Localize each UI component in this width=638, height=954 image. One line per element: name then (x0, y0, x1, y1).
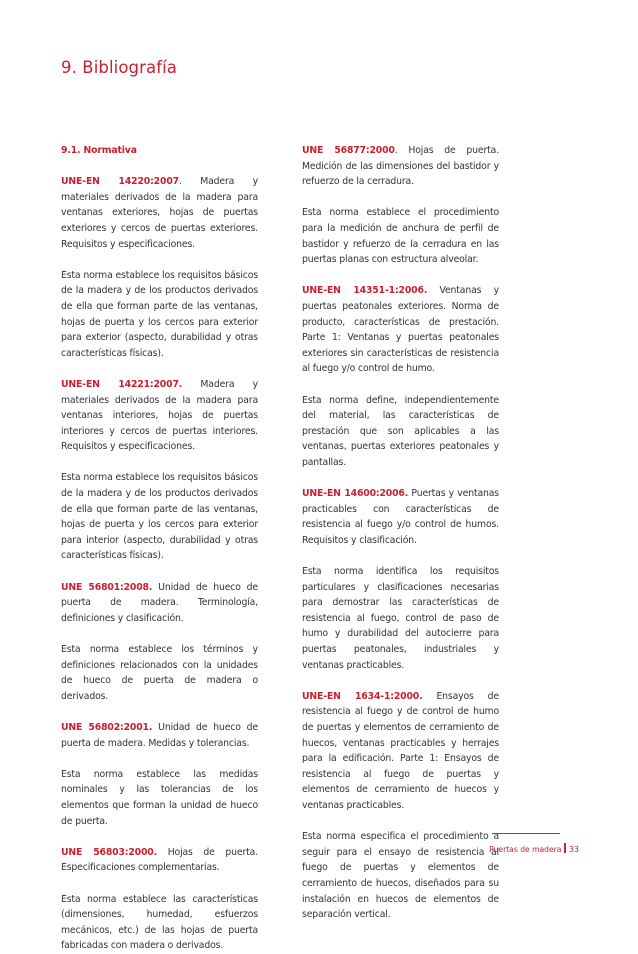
standard-title: Ensayos de resistencia al fuego y de control de humo de puertas y elementos de cerramiento de huecos, ventanas practicables y herrajes para la edificación. Parte 1: Ensayos de resistencia al fuego de puertas y elementos de cerramiento de huecos y ventanas practicables. (302, 690, 499, 811)
section-heading: 9.1. Normativa (61, 145, 137, 156)
standard-entry (302, 689, 499, 814)
standard-title: . Hojas de puerta. Medición de las dimensiones del bastidor y refuerzo de la cerradura. (302, 145, 499, 188)
standard-entry (302, 143, 499, 190)
standard-title: Ventanas y puertas peatonales exteriores. Norma de producto, características de prestación. Parte 1: Ventanas y puertas peatonales exteriores sin características de resistencia al fuego y/o control de humo. (302, 285, 499, 375)
standard-title: Unidad de hueco de puerta de madera. Medidas y tolerancias. (61, 721, 258, 749)
standard-description: Esta norma identifica los requisitos particulares y clasificaciones necesarias para demostrar las características de resistencia al fuego, control de paso de humo y durabilidad del autocierre para puertas peatonales, industriales y ventanas practicables. (302, 566, 499, 671)
standard-entry (61, 580, 258, 627)
standard-entry (61, 845, 258, 876)
standard-code: UNE-EN 14600:2006. (302, 488, 409, 500)
standard-title: Hojas de puerta. Especificaciones complementarias. (61, 846, 259, 874)
standard-description: Esta norma establece los requisitos básicos de la madera y de los productos derivados de ella que forman parte de las ventanas, hojas de puerta y los cercos para exterior para exterior (aspecto, durabilidad y otras características físicas). (61, 269, 258, 359)
standard-entry (61, 377, 258, 455)
standard-entry (61, 174, 258, 252)
standard-code: UNE-EN 14221:2007. (61, 378, 183, 390)
standard-code: UNE 56803:2000. (61, 846, 158, 858)
page-number: 33 (568, 845, 579, 854)
right-column (302, 143, 499, 923)
standard-title: . Madera y materiales derivados de la madera para ventanas exteriores, hojas de puertas exteriores y cercos de puertas exteriores. Requisitos y especificaciones. (61, 176, 258, 250)
standard-description: Esta norma establece los términos y definiciones relacionados con la unidades de hueco de puerta de madera o derivados. (61, 644, 258, 702)
standard-code: UNE 56877:2000 (302, 145, 395, 156)
standard-description: Esta norma establece las características (dimensiones, humedad, esfuerzos mecánicos, etc.) de las hojas de puerta fabricadas con madera o derivados. (61, 893, 258, 952)
standard-code: UNE-EN 14220:2007 (61, 176, 179, 188)
standard-entry (302, 486, 499, 548)
standard-code: UNE 56802:2001. (61, 721, 153, 733)
standard-title: Puertas y ventanas practicables con características de resistencia al fuego y/o control de humos. Requisitos y clasificación. (302, 488, 499, 546)
left-column (61, 143, 258, 954)
footer-label: Puertas de madera (489, 845, 562, 854)
standard-entry (302, 283, 499, 377)
standard-code: UNE 56801:2008. (61, 581, 153, 593)
standard-description: Esta norma define, independientemente del material, las características de prestación que son aplicables a las ventanas, puertas exteriores peatonales y pantallas. (302, 394, 499, 468)
page-footer (489, 837, 579, 856)
standard-description: Esta norma establece las medidas nominales y las tolerancias de los elementos que forman la unidad de hueco de puerta. (61, 768, 258, 827)
standard-description: Esta norma establece el procedimiento para la medición de anchura de perfil de bastidor y refuerzo de la cerradura en las puertas planas con estructura alveolar. (302, 207, 499, 266)
chapter-title: 9. Bibliografía (61, 58, 178, 77)
standard-title: Madera y materiales derivados de la madera para ventanas interiores, hojas de puertas interiores y cercos de puertas interiores. Requisitos y especificaciones. (61, 378, 258, 453)
standard-code: UNE-EN 1634-1:2000. (302, 690, 423, 702)
standard-code: UNE-EN 14351-1:2006. (302, 285, 428, 297)
standard-entry (61, 720, 258, 751)
standard-description: Esta norma establece los requisitos básicos de la madera y de los productos derivados de ella que forman parte de las ventanas, hojas de puerta y los cercos para exterior para interior (aspecto, durabilidad y otras características físicas). (61, 472, 258, 562)
footer-separator (564, 843, 565, 853)
footer-rule (492, 833, 560, 834)
standard-title: Unidad de hueco de puerta de madera. Terminología, definiciones y clasificación. (61, 581, 258, 624)
standard-description: Esta norma especifica el procedimiento a seguir para el ensayo de resistencia al fuego de puertas y elementos de cerramiento de huecos, diseñados para su instalación en huecos de elementos de separación vertical. (302, 831, 499, 921)
